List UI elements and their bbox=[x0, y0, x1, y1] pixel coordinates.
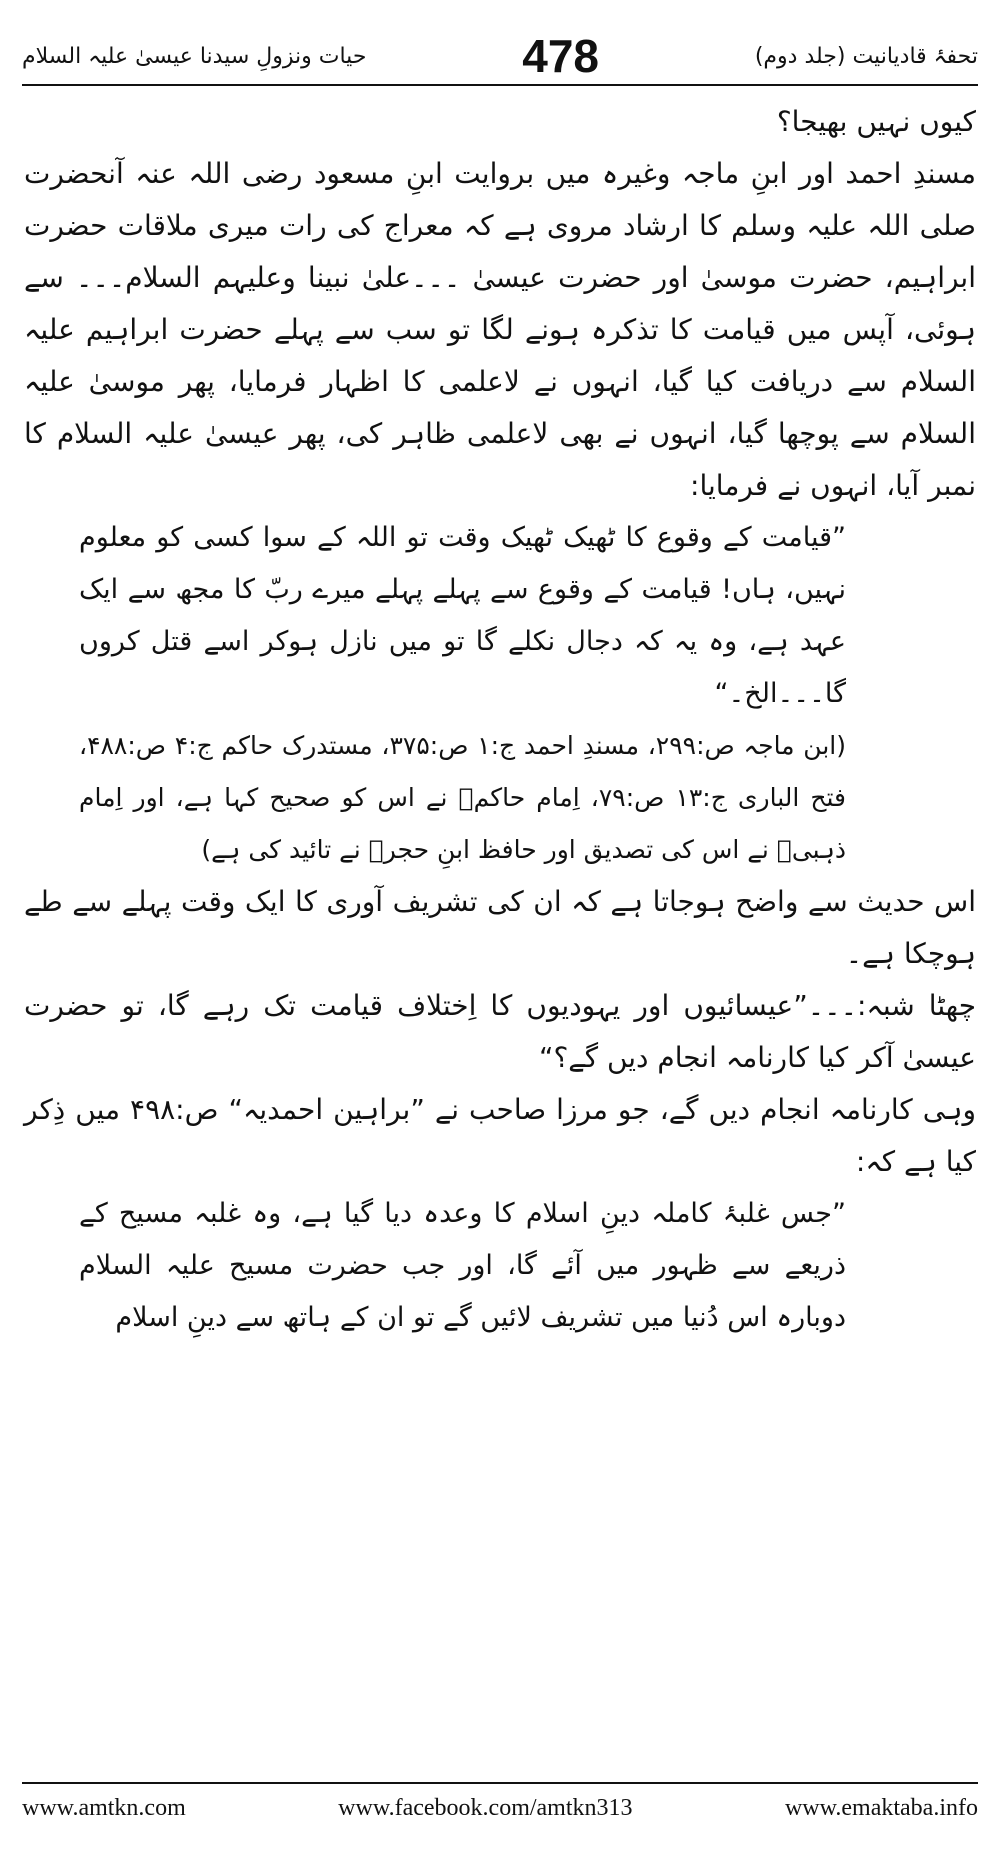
footer-divider bbox=[22, 1782, 978, 1784]
paragraph-conclusion: اس حدیث سے واضح ہوجاتا ہے کہ ان کی تشریف آوری کا ایک وقت پہلے سے طے ہوچکا ہے۔ bbox=[24, 885, 976, 970]
quote-barahin: ”جس غلبۂ کاملہ دینِ اسلام کا وعدہ دیا گیا ہے، وہ غلبہ مسیح کے ذریعے سے ظہور میں آئے گا، اور جب حضرت مسیح علیہ السلام دوبارہ اس دُنیا میں تشریف لائیں گے تو ان کے ہاتھ سے دینِ اسلام bbox=[79, 1198, 846, 1333]
quote-hadith: ”قیامت کے وقوع کا ٹھیک ٹھیک وقت تو اللہ کے سوا کسی کو معلوم نہیں، ہاں! قیامت کے وقوع سے پہلے پہلے میرے ربّ کا مجھ سے ایک عہد ہے، وہ یہ کہ دجال نکلے گا تو میں نازل ہوکر اسے قتل کروں گا۔۔۔الخ۔“ bbox=[79, 522, 846, 709]
book-title: تحفۂ قادیانیت (جلد دوم) bbox=[754, 43, 978, 69]
page-header bbox=[22, 30, 978, 82]
page-body bbox=[24, 96, 976, 1760]
paragraph-answer: وہی کارنامہ انجام دیں گے، جو مرزا صاحب نے ”براہین احمدیہ“ ص:۴۹۸ میں ذِکر کیا ہے کہ: bbox=[24, 1093, 976, 1178]
header-divider bbox=[22, 84, 978, 86]
paragraph-sixth-doubt: چھٹا شبہ:۔۔۔”عیسائیوں اور یہودیوں کا اِختلاف قیامت تک رہے گا، تو حضرت عیسیٰ آکر کیا کارنامہ انجام دیں گے؟“ bbox=[24, 989, 976, 1074]
footer-link-amtkn[interactable]: www.amtkn.com bbox=[22, 1794, 186, 1821]
chapter-title: حیات ونزولِ سیدنا عیسیٰ علیہ السلام bbox=[22, 43, 367, 69]
section-heading: کیوں نہیں بھیجا؟ bbox=[776, 105, 976, 138]
footer-link-emaktaba[interactable]: www.emaktaba.info bbox=[784, 1794, 978, 1821]
page-footer bbox=[22, 1788, 978, 1828]
page-number: 478 bbox=[522, 30, 599, 82]
hadith-references: (ابن ماجہ ص:۲۹۹، مسندِ احمد ج:۱ ص:۳۷۵، مستدرک حاکم ج:۴ ص:۴۸۸، فتح الباری ج:۱۳ ص:۷۹، اِمام حاکمؒ نے اس کو صحیح کہا ہے، اور اِمام ذہبیؒ نے اس کی تصدیق اور حافظ ابنِ حجرؒ نے تائید کی ہے) bbox=[79, 731, 847, 864]
footer-link-facebook[interactable]: www.facebook.com/amtkn313 bbox=[338, 1794, 633, 1821]
paragraph-hadith-intro: مسندِ احمد اور ابنِ ماجہ وغیرہ میں بروایت ابنِ مسعود رضی اللہ عنہ آنحضرت صلی اللہ علیہ وسلم کا ارشاد مروی ہے کہ معراج کی رات میری ملاقات حضرت ابراہیم، حضرت موسیٰ اور حضرت عیسیٰ ۔۔۔علیٰ نبینا وعلیہم السلام۔۔۔ سے ہوئی، آپس میں قیامت کا تذکرہ ہونے لگا تو سب سے پہلے حضرت ابراہیم علیہ السلام سے دریافت کیا گیا، انہوں نے لاعلمی کا اظہار فرمایا، پھر موسیٰ علیہ السلام سے پوچھا گیا، انہوں نے بھی لاعلمی ظاہر کی، پھر عیسیٰ علیہ السلام کا نمبر آیا، انہوں نے فرمایا: bbox=[24, 157, 976, 502]
